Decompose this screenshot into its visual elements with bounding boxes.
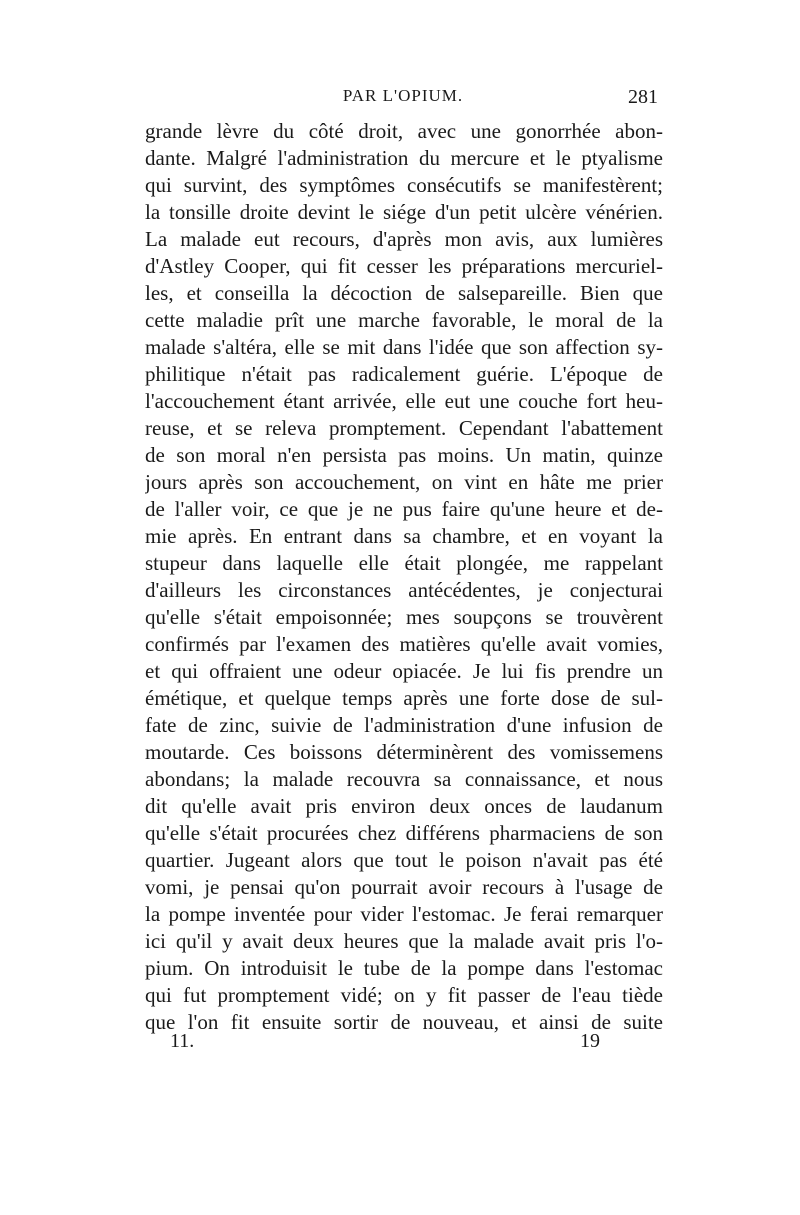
text-line: La malade eut recours, d'après mon avis, aux lumières <box>145 227 663 251</box>
text-line: qui survint, des symptômes consécutifs se manifestèrent; <box>145 173 663 197</box>
text-line: grande lèvre du côté droit, avec une gonorrhée abon- <box>145 119 663 143</box>
text-line: mie après. En entrant dans sa chambre, et en voyant la <box>145 524 663 548</box>
text-line: cette maladie prît une marche favorable, le moral de la <box>145 308 663 332</box>
text-line: dante. Malgré l'administration du mercure et le ptyalisme <box>145 146 663 170</box>
page-footer <box>170 1030 600 1060</box>
text-line: jours après son accouchement, on vint en hâte me prier <box>145 470 663 494</box>
text-line: de l'aller voir, ce que je ne pus faire qu'une heure et de- <box>145 497 663 521</box>
text-line: dit qu'elle avait pris environ deux onces de laudanum <box>145 794 663 818</box>
text-line: stupeur dans laquelle elle était plongée, me rappelant <box>145 551 663 575</box>
text-line: de son moral n'en persista pas moins. Un matin, quinze <box>145 443 663 467</box>
text-line: que l'on fit ensuite sortir de nouveau, et ainsi de suite <box>145 1010 663 1034</box>
text-line: confirmés par l'examen des matières qu'elle avait vomies, <box>145 632 663 656</box>
text-line: vomi, je pensai qu'on pourrait avoir recours à l'usage de <box>145 875 663 899</box>
signature-mark: 11. <box>170 1030 195 1052</box>
text-line: d'Astley Cooper, qui fit cesser les préparations mercuriel- <box>145 254 663 278</box>
text-line: la tonsille droite devint le siége d'un petit ulcère vénérien. <box>145 200 663 224</box>
gathering-folio: 19 <box>580 1030 600 1052</box>
text-line: qu'elle s'était procurées chez différens pharmaciens de son <box>145 821 663 845</box>
text-line: quartier. Jugeant alors que tout le poison n'avait pas été <box>145 848 663 872</box>
body-text <box>145 118 663 1036</box>
text-line: fate de zinc, suivie de l'administration d'une infusion de <box>145 713 663 737</box>
text-line: philitique n'était pas radicalement guérie. L'époque de <box>145 362 663 386</box>
text-line: malade s'altéra, elle se mit dans l'idée que son affection sy- <box>145 335 663 359</box>
text-line: ici qu'il y avait deux heures que la malade avait pris l'o- <box>145 929 663 953</box>
text-line: d'ailleurs les circonstances antécédentes, je conjecturai <box>145 578 663 602</box>
text-line: reuse, et se releva promptement. Cependant l'abattement <box>145 416 663 440</box>
text-line: moutarde. Ces boissons déterminèrent des vomissemens <box>145 740 663 764</box>
text-line: les, et conseilla la décoction de salsepareille. Bien que <box>145 281 663 305</box>
text-line: et qui offraient une odeur opiacée. Je lui fis prendre un <box>145 659 663 683</box>
text-line: la pompe inventée pour vider l'estomac. Je ferai remarquer <box>145 902 663 926</box>
text-line: qui fut promptement vidé; on y fit passer de l'eau tiède <box>145 983 663 1007</box>
page-header <box>148 86 658 116</box>
text-line: abondans; la malade recouvra sa connaissance, et nous <box>145 767 663 791</box>
text-line: l'accouchement étant arrivée, elle eut une couche fort heu- <box>145 389 663 413</box>
running-head: PAR L'OPIUM. <box>342 86 464 105</box>
page-number: 281 <box>628 86 658 108</box>
text-line: émétique, et quelque temps après une forte dose de sul- <box>145 686 663 710</box>
text-line: qu'elle s'était empoisonnée; mes soupçons se trouvèrent <box>145 605 663 629</box>
text-line: pium. On introduisit le tube de la pompe dans l'estomac <box>145 956 663 980</box>
